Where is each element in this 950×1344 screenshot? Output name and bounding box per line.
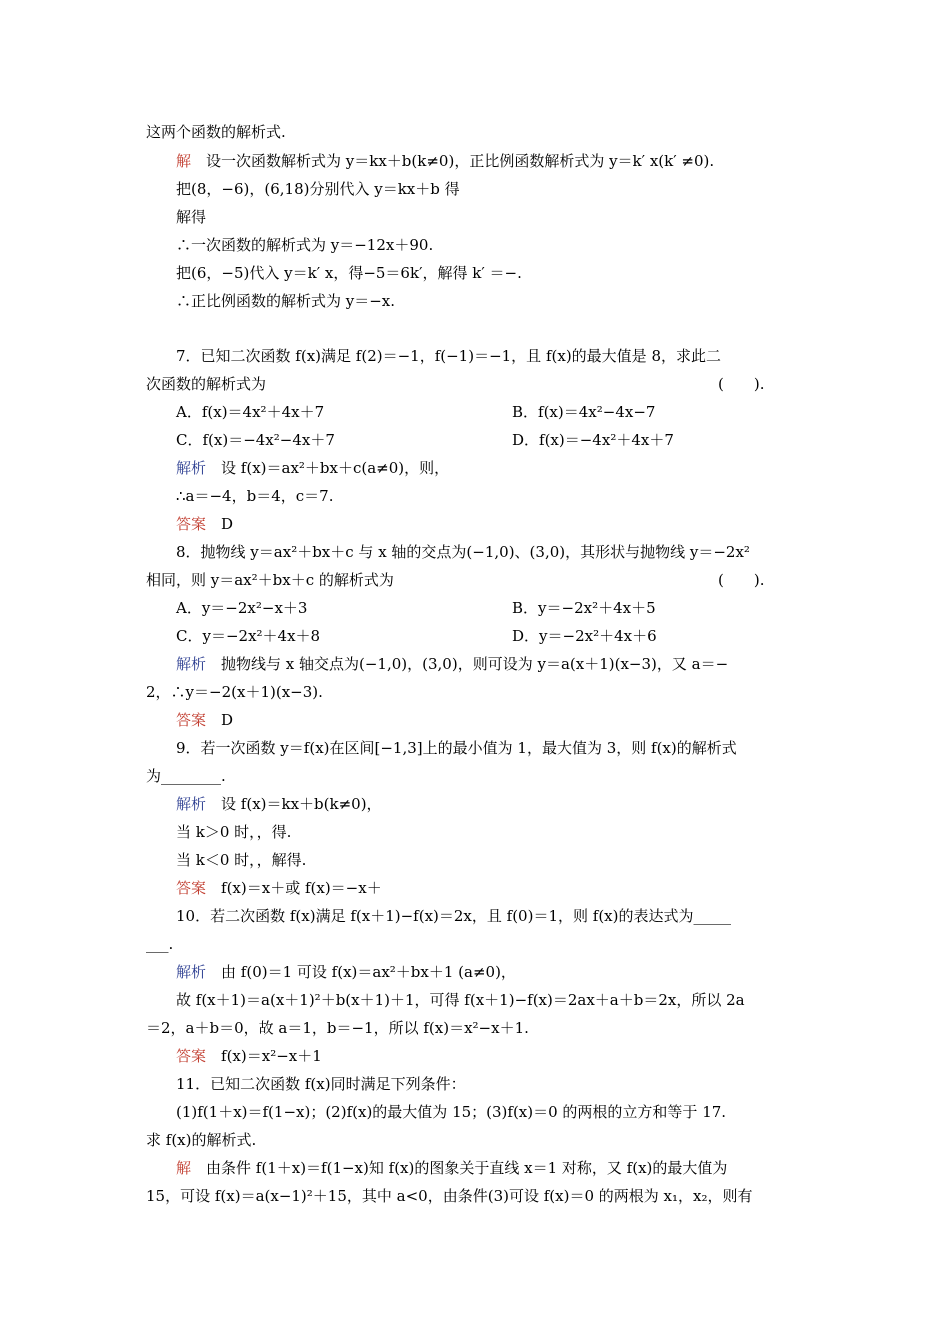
text-line: 15，可设 f(x)＝a(x−1)²＋15，其中 a<0，由条件(3)可设 f(x)＝0 的两根为 x₁，x₂，则有 — [146, 1187, 753, 1205]
question-8-stem-cont: 相同，则 y＝ax²＋bx＋c 的解析式为 — [146, 571, 394, 589]
text-line: ∴a＝−4，b＝4，c＝7. — [176, 487, 334, 505]
solution-label: 解 — [176, 152, 192, 170]
text-line: 当 k＞0 时，，得. — [176, 823, 292, 841]
text-line: 解得 — [176, 208, 207, 226]
question-11-stem: 11．已知二次函数 f(x)同时满足下列条件： — [176, 1075, 466, 1093]
answer-line: 答案 f(x)＝x＋或 f(x)＝−x＋ — [176, 879, 382, 897]
solution-line: 解 设一次函数解析式为 y＝kx＋b(k≠0)，正比例函数解析式为 y＝k′ x(k′ ≠0). — [176, 152, 715, 170]
answer-line: 答案 D — [176, 515, 234, 533]
question-7-stem: 7．已知二次函数 f(x)满足 f(2)＝−1，f(−1)＝−1，且 f(x)的最大值是 8，求此二 — [176, 347, 721, 365]
answer-line: 答案 D — [176, 711, 234, 729]
text-line: ∴正比例函数的解析式为 y＝−x. — [176, 292, 396, 310]
text-line: (1)f(1＋x)＝f(1−x)；(2)f(x)的最大值为 15；(3)f(x)＝0 的两根的立方和等于 17. — [176, 1103, 727, 1121]
question-10-stem: 10．若二次函数 f(x)满足 f(x＋1)−f(x)＝2x，且 f(0)＝1，则 f(x)的表达式为_____ — [176, 907, 731, 925]
question-9-stem: 9．若一次函数 y＝f(x)在区间[−1,3]上的最小值为 1，最大值为 3，则 f(x)的解析式 — [176, 739, 737, 757]
analysis-label: 解析 — [176, 459, 207, 477]
option-d: D．y＝−2x²＋4x＋6 — [512, 627, 657, 645]
text-line: 故 f(x＋1)＝a(x＋1)²＋b(x＋1)＋1，可得 f(x＋1)−f(x)＝2ax＋a＋b＝2x，所以 2a — [176, 991, 745, 1009]
answer-label: 答案 — [176, 879, 207, 897]
text-line: 当 k＜0 时，，解得. — [176, 851, 307, 869]
text-line: 把(8，−6)，(6,18)分别代入 y＝kx＋b 得 — [176, 180, 460, 198]
answer-label: 答案 — [176, 515, 207, 533]
text-line: 2，∴y＝−2(x＋1)(x−3). — [146, 683, 323, 701]
option-a: A．f(x)＝4x²＋4x＋7 — [176, 403, 325, 421]
option-d: D．f(x)＝−4x²＋4x＋7 — [512, 431, 674, 449]
analysis-line: 解析 设 f(x)＝ax²＋bx＋c(a≠0)，则， — [176, 459, 450, 477]
question-7-stem-cont: 次函数的解析式为 — [146, 375, 267, 393]
text-line: 求 f(x)的解析式. — [146, 1131, 257, 1149]
answer-parenthesis: ( ). — [718, 571, 765, 589]
option-a: A．y＝−2x²−x＋3 — [176, 599, 308, 617]
answer-parenthesis: ( ). — [718, 375, 765, 393]
option-c: C．y＝−2x²＋4x＋8 — [176, 627, 321, 645]
option-b: B．f(x)＝4x²−4x−7 — [512, 403, 656, 421]
answer-line: 答案 f(x)＝x²−x＋1 — [176, 1047, 322, 1065]
analysis-label: 解析 — [176, 655, 207, 673]
question-9-stem-cont: 为________. — [146, 767, 226, 785]
text-line: 这两个函数的解析式. — [146, 123, 286, 141]
analysis-label: 解析 — [176, 963, 207, 981]
analysis-line: 解析 抛物线与 x 轴交点为(−1,0)，(3,0)，则可设为 y＝a(x＋1)(x−3)，又 a＝− — [176, 655, 729, 673]
option-b: B．y＝−2x²＋4x＋5 — [512, 599, 656, 617]
option-c: C．f(x)＝−4x²−4x＋7 — [176, 431, 335, 449]
solution-line: 解 由条件 f(1＋x)＝f(1−x)知 f(x)的图象关于直线 x＝1 对称，又 f(x)的最大值为 — [176, 1159, 728, 1177]
analysis-label: 解析 — [176, 795, 207, 813]
text-line: 把(6，−5)代入 y＝k′ x，得−5＝6k′，解得 k′ ＝−. — [176, 264, 522, 282]
analysis-line: 解析 设 f(x)＝kx＋b(k≠0)， — [176, 795, 382, 813]
text-line: ＝2，a＋b＝0，故 a＝1，b＝−1，所以 f(x)＝x²−x＋1. — [146, 1019, 529, 1037]
answer-label: 答案 — [176, 1047, 207, 1065]
question-10-stem-cont: ___. — [146, 935, 174, 953]
answer-label: 答案 — [176, 711, 207, 729]
question-8-stem: 8．抛物线 y＝ax²＋bx＋c 与 x 轴的交点为(−1,0)、(3,0)，其形状与抛物线 y＝−2x² — [176, 543, 750, 561]
solution-label: 解 — [176, 1159, 192, 1177]
text-line: ∴一次函数的解析式为 y＝−12x＋90. — [176, 236, 434, 254]
analysis-line: 解析 由 f(0)＝1 可设 f(x)＝ax²＋bx＋1 (a≠0)， — [176, 963, 516, 981]
